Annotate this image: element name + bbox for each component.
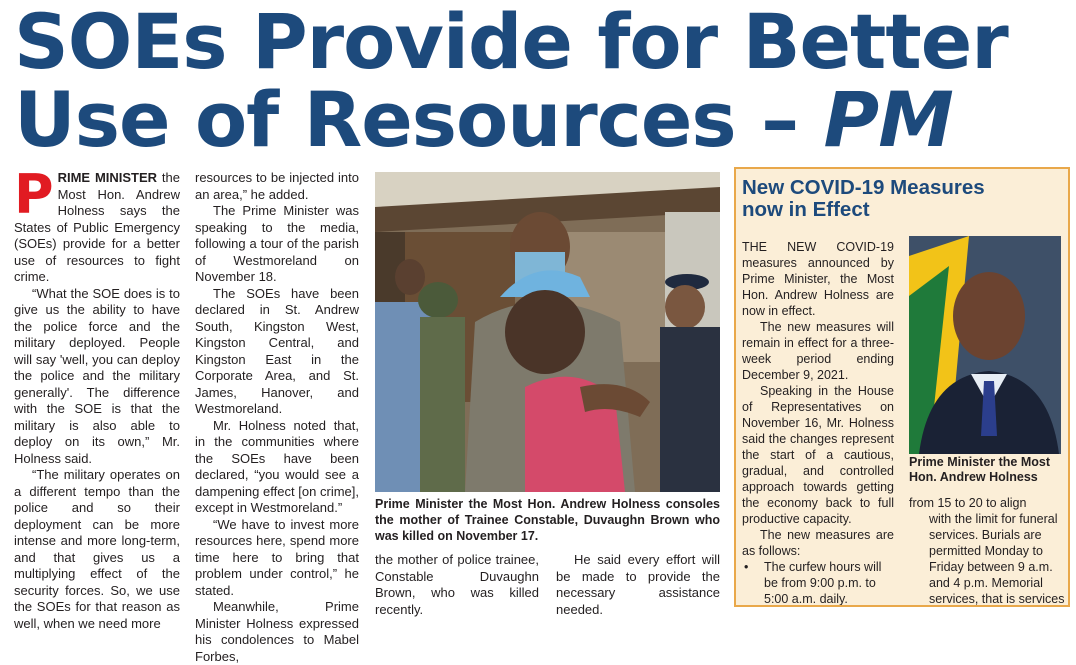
news-photo: [375, 172, 720, 492]
lead-bold: RIME MINISTER: [57, 170, 158, 185]
bullet-icon: •: [744, 560, 749, 574]
col2-paragraph-1: resources to be injected into an area,” he added.: [195, 170, 359, 202]
headline-line-2: [14, 75, 953, 164]
article-column-3: [375, 552, 539, 618]
lead-text: the Most Hon. Andrew Holness says the States of Public Emergency (SOEs) provide for a better use of resources to fight crime.: [14, 170, 180, 284]
sidebar-right-paragraph: with the limit for funeral services. Burials are permitted Monday to Friday between 9 a.m. and 4 p.m. Memorial services, that is services: [929, 512, 1065, 606]
headline-main: Use of Resources –: [14, 75, 824, 164]
drop-cap: P: [14, 163, 54, 226]
col2-paragraph-5: “We have to invest more resources here, spend more time here to bring that problem under control,” he stated.: [195, 516, 359, 598]
col4-paragraph-1: He said every effort will be made to provide the necessary assistance needed.: [556, 552, 720, 617]
headline-pm: PM: [823, 75, 953, 164]
pm-portrait-caption: Prime Minister the Most Hon. Andrew Holness: [909, 455, 1050, 484]
col2-paragraph-3: The SOEs have been declared in St. Andrew South, Kingston West, Kingston Central, and Kingston East in the Corporate Area, and St. James, Hanover, and Westmoreland.: [195, 285, 359, 416]
sidebar-title: [742, 177, 985, 221]
col1-paragraph-2: “What the SOE does is to give us the ability to have the police force and the military deployed. People will say 'well, you can deploy the police and the military generally'. The difference with the SOE is that the military is also able to deploy on its own,” Mr. Holness said.: [14, 285, 180, 466]
col1-paragraph-3: “The military operates on a different tempo than the police and so their deployment can be more intense and more long-term, and that gives us a multiplying effect of the security forces. So, we use the SOEs for that reason as well, when we need more: [14, 467, 180, 631]
article-column-1: [14, 163, 180, 632]
covid-measures-sidebar: [734, 167, 1070, 607]
sidebar-title-line-2: now in Effect: [742, 198, 870, 221]
col2-paragraph-2: The Prime Minister was speaking to the media, following a tour of the parish of Westmoreland on November 18.: [195, 203, 359, 284]
sidebar-right-line-1: from 15 to 20 to align: [909, 496, 1027, 510]
sidebar-paragraph-1: THE NEW COVID-19 measures announced by Prime Minister, the Most Hon. Andrew Holness are now in effect.: [742, 240, 894, 318]
sidebar-right-column: [909, 495, 1067, 607]
article-column-2: [195, 170, 359, 665]
sidebar-paragraph-4: The new measures are as follows:: [742, 528, 894, 558]
pm-portrait: [909, 236, 1061, 454]
news-photo-illustration: [375, 172, 720, 492]
col2-paragraph-6: Meanwhile, Prime Minister Holness expressed his condolences to Mabel Forbes,: [195, 599, 359, 664]
headline-line-1: SOEs Provide for Better: [14, 0, 1008, 86]
sidebar-paragraph-3: Speaking in the House of Representatives on November 16, Mr. Holness said the changes represent the start of a cautious, gradual, and controlled approach towards getting the economy back to full productive capacity.: [742, 384, 894, 526]
sidebar-left-column: [742, 239, 894, 607]
col2-paragraph-4: Mr. Holness noted that, in the communities where the SOEs have been declared, “you would see a dampening effect [on crime], except in Westmoreland.”: [195, 417, 359, 515]
sidebar-paragraph-2: The new measures will remain in effect for a three-week period ending December 9, 2021.: [742, 320, 894, 382]
photo-caption: Prime Minister the Most Hon. Andrew Holness consoles the mother of Trainee Constable, Duvaughn Brown who was killed on November 17.: [375, 497, 720, 543]
col3-paragraph-1: the mother of police trainee, Constable Duvaughn Brown, who was killed recently.: [375, 552, 539, 617]
sidebar-title-line-1: New COVID-19 Measures: [742, 176, 985, 199]
sidebar-bullet-1: [742, 559, 894, 607]
pm-portrait-illustration: [909, 236, 1061, 454]
article-column-4: [556, 552, 720, 618]
bullet-1-text: The curfew hours will be from 9:00 p.m. to 5:00 a.m. daily.: [764, 560, 882, 606]
